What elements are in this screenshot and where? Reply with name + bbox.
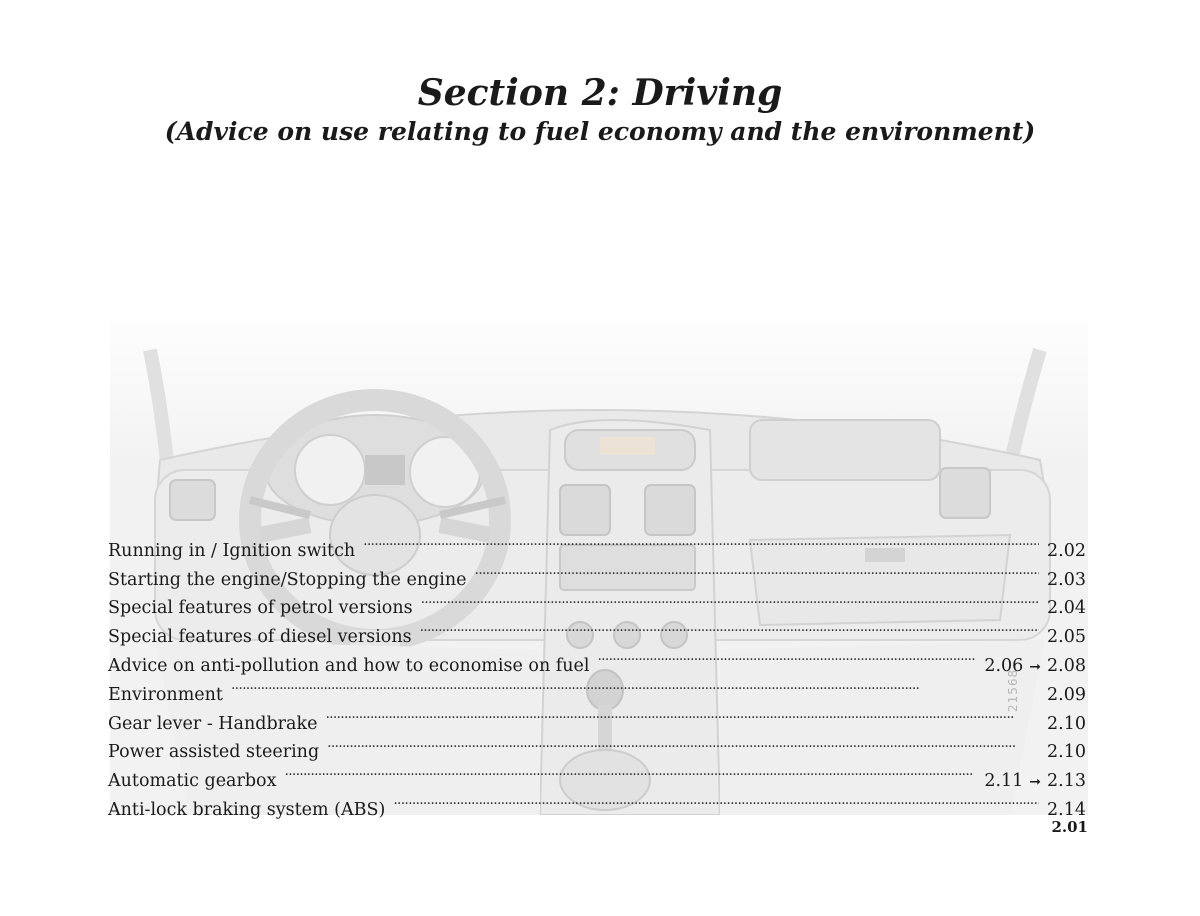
- toc-entry[interactable]: [108, 700, 1086, 734]
- toc-entry[interactable]: [108, 527, 1086, 561]
- section-title: Section 2: Driving: [417, 72, 783, 114]
- toc-page-ref: 2.09: [1047, 684, 1086, 705]
- toc-leader-dots: [325, 700, 1039, 729]
- toc-entry-label: Special features of diesel versions: [108, 627, 412, 648]
- right-arrow-icon: ➞: [1029, 774, 1042, 791]
- toc-page-ref: 2.10: [1047, 742, 1086, 763]
- toc-leader-dots: [393, 786, 1039, 815]
- toc-entry-page: [1039, 681, 1086, 710]
- toc-page-ref: 2.10: [1047, 713, 1086, 734]
- toc-entry[interactable]: [108, 671, 1086, 705]
- toc-leader-dots: [475, 556, 1040, 585]
- toc-page-ref: 2.02: [1047, 540, 1086, 561]
- toc-page-start: 2.06: [984, 655, 1024, 676]
- toc-page-end: 2.13: [1047, 771, 1086, 792]
- toc-entry-label: Running in / Ignition switch: [108, 540, 356, 561]
- toc-leader-dots: [284, 757, 976, 786]
- toc-entry-label: Automatic gearbox: [108, 771, 277, 792]
- toc-entry-page: [1039, 537, 1086, 566]
- toc-page-ref: 2.14: [1047, 799, 1086, 820]
- toc-entry-label: Anti-lock braking system (ABS): [108, 799, 386, 820]
- right-arrow-icon: ➞: [1029, 658, 1042, 675]
- toc-entry-label: Gear lever - Handbrake: [108, 713, 318, 734]
- toc-entry-label: Starting the engine/Stopping the engine: [108, 569, 467, 590]
- toc-page-end: 2.08: [1047, 655, 1086, 676]
- table-of-contents: [108, 527, 1086, 820]
- figure-code: 21568: [1006, 668, 1020, 712]
- toc-leader-dots: [597, 642, 976, 671]
- toc-entry-label: Advice on anti-pollution and how to economise on fuel: [108, 655, 590, 676]
- toc-leader-dots: [421, 585, 1039, 614]
- toc-page-ref: 2.05: [1047, 627, 1086, 648]
- toc-entry-page: [1039, 738, 1086, 767]
- page-number: 2.01: [1051, 818, 1088, 836]
- toc-entry-page: [1039, 710, 1086, 739]
- toc-entry-page: [1039, 594, 1086, 623]
- toc-leader-dots: [420, 613, 1039, 642]
- toc-entry-page: [1039, 623, 1086, 652]
- toc-page-ref: 2.03: [1047, 569, 1086, 590]
- toc-entry-label: Environment: [108, 684, 223, 705]
- toc-page-start: 2.11: [984, 771, 1024, 792]
- toc-page-ref: 2.04: [1047, 598, 1086, 619]
- toc-entry-label: Special features of petrol versions: [108, 598, 413, 619]
- toc-leader-dots: [231, 671, 1039, 700]
- section-subtitle: (Advice on use relating to fuel economy and the environment): [164, 117, 1036, 146]
- toc-leader-dots: [327, 729, 1039, 758]
- toc-entry-page: [1039, 566, 1086, 595]
- toc-leader-dots: [363, 527, 1039, 556]
- toc-entry-label: Power assisted steering: [108, 742, 320, 763]
